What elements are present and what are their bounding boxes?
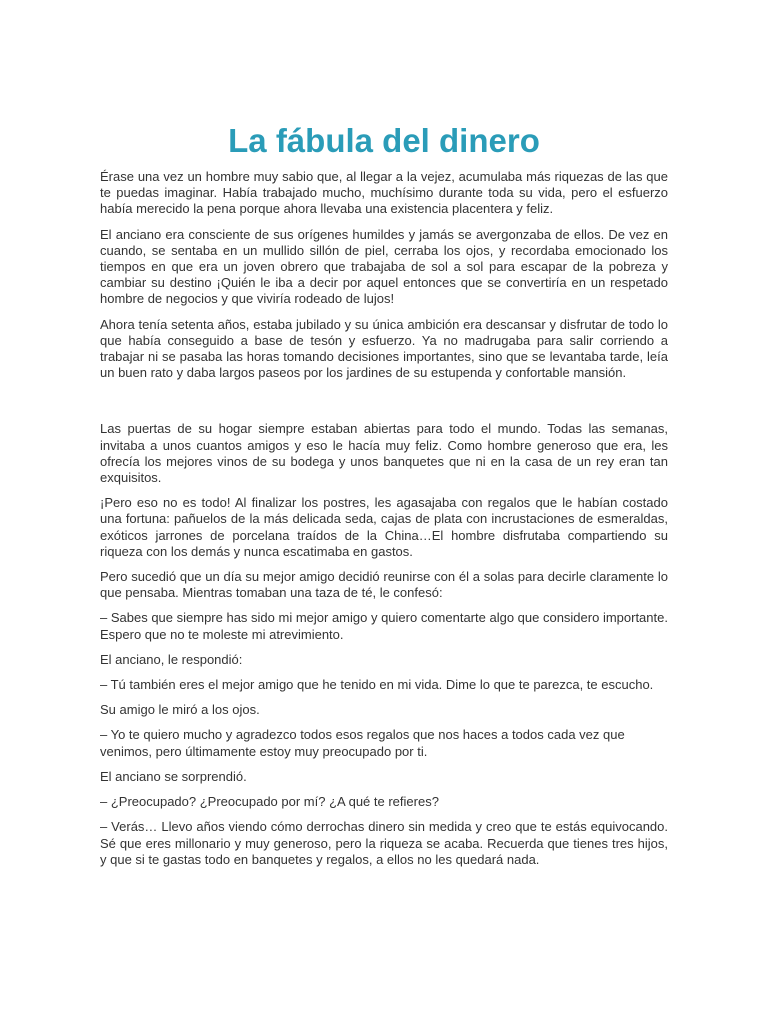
narration-line: Su amigo le miró a los ojos. bbox=[100, 702, 260, 718]
document-title: La fábula del dinero bbox=[228, 122, 540, 159]
dialogue-line: – Verás… Llevo años viendo cómo derrochas dinero sin medida y creo que te estás equivocando. Sé que eres millonario y muy generoso, pero la riqueza se acaba. Recuerda que tienes tres hijos, y que si te gastas todo en banquetes y regalos, a ellos no les quedará nada. bbox=[100, 819, 668, 867]
dialogue-line: – Sabes que siempre has sido mi mejor amigo y quiero comentarte algo que considero importante. Espero que no te moleste mi atrevimiento. bbox=[100, 610, 668, 642]
dialogue-line: – Yo te quiero mucho y agradezco todos esos regalos que nos haces a todos cada vez que venimos, pero últimamente estoy muy preocupado por ti. bbox=[100, 727, 625, 759]
paragraph-hospitality: Las puertas de su hogar siempre estaban abiertas para todo el mundo. Todas las semanas, invitaba a unos cuantos amigos y eso le hacía muy feliz. Como hombre generoso que era, les ofrecía los mejores vinos de su bodega y unos banquetes que ni en la casa de un rey eran tan exquisitos. bbox=[100, 421, 668, 486]
narration-line: El anciano se sorprendió. bbox=[100, 768, 247, 784]
paragraph-origins: El anciano era consciente de sus orígenes humildes y jamás se avergonzaba de ellos. De vez en cuando, se sentaba en un mullido sillón de piel, cerraba los ojos, y recordaba emocionado los tiempos en que era un joven obrero que trabajaba de sol a sol para escapar de la pobreza y cambiar su destino ¡Quién le iba a decir por aquel entonces que se convertiría en un respetado hombre de negocios y que viviría rodeado de lujos! bbox=[100, 226, 668, 307]
paragraph-intro: Érase una vez un hombre muy sabio que, al llegar a la vejez, acumulaba más riquezas de las que te puedas imaginar. Había trabajado mucho, muchísimo durante toda su vida, pero el esfuerzo había merecido la pena porque ahora llevaba una existencia placentera y feliz. bbox=[100, 169, 668, 217]
paragraph-retirement: Ahora tenía setenta años, estaba jubilado y su única ambición era descansar y disfrutar de todo lo que había conseguido a base de tesón y esfuerzo. Ya no madrugaba para salir corriendo a trabajar ni se pasaba las horas tomando decisiones importantes, sino que se levantaba tarde, leía un buen rato y daba largos paseos por los jardines de su estupenda y confortable mansión. bbox=[100, 316, 668, 381]
dialogue-line: – ¿Preocupado? ¿Preocupado por mí? ¿A qué te refieres? bbox=[100, 794, 439, 810]
paragraph-gifts: ¡Pero eso no es todo! Al finalizar los postres, les agasajaba con regalos que le habían costado una fortuna: pañuelos de la más delicada seda, cajas de plata con incrustaciones de esmeraldas, exóticos jarrones de porcelana traídos de la China…El hombre disfrutaba compartiendo su riqueza con los demás y nunca escatimaba en gastos. bbox=[100, 495, 668, 559]
document-page bbox=[100, 0, 668, 877]
dialogue-line: – Tú también eres el mejor amigo que he tenido en mi vida. Dime lo que te parezca, te escucho. bbox=[100, 677, 654, 693]
section-spacer bbox=[100, 390, 668, 421]
paragraph-friend-meeting: Pero sucedió que un día su mejor amigo decidió reunirse con él a solas para decirle claramente lo que pensaba. Mientras tomaban una taza de té, le confesó: bbox=[100, 569, 668, 601]
narration-line: El anciano, le respondió: bbox=[100, 651, 243, 667]
